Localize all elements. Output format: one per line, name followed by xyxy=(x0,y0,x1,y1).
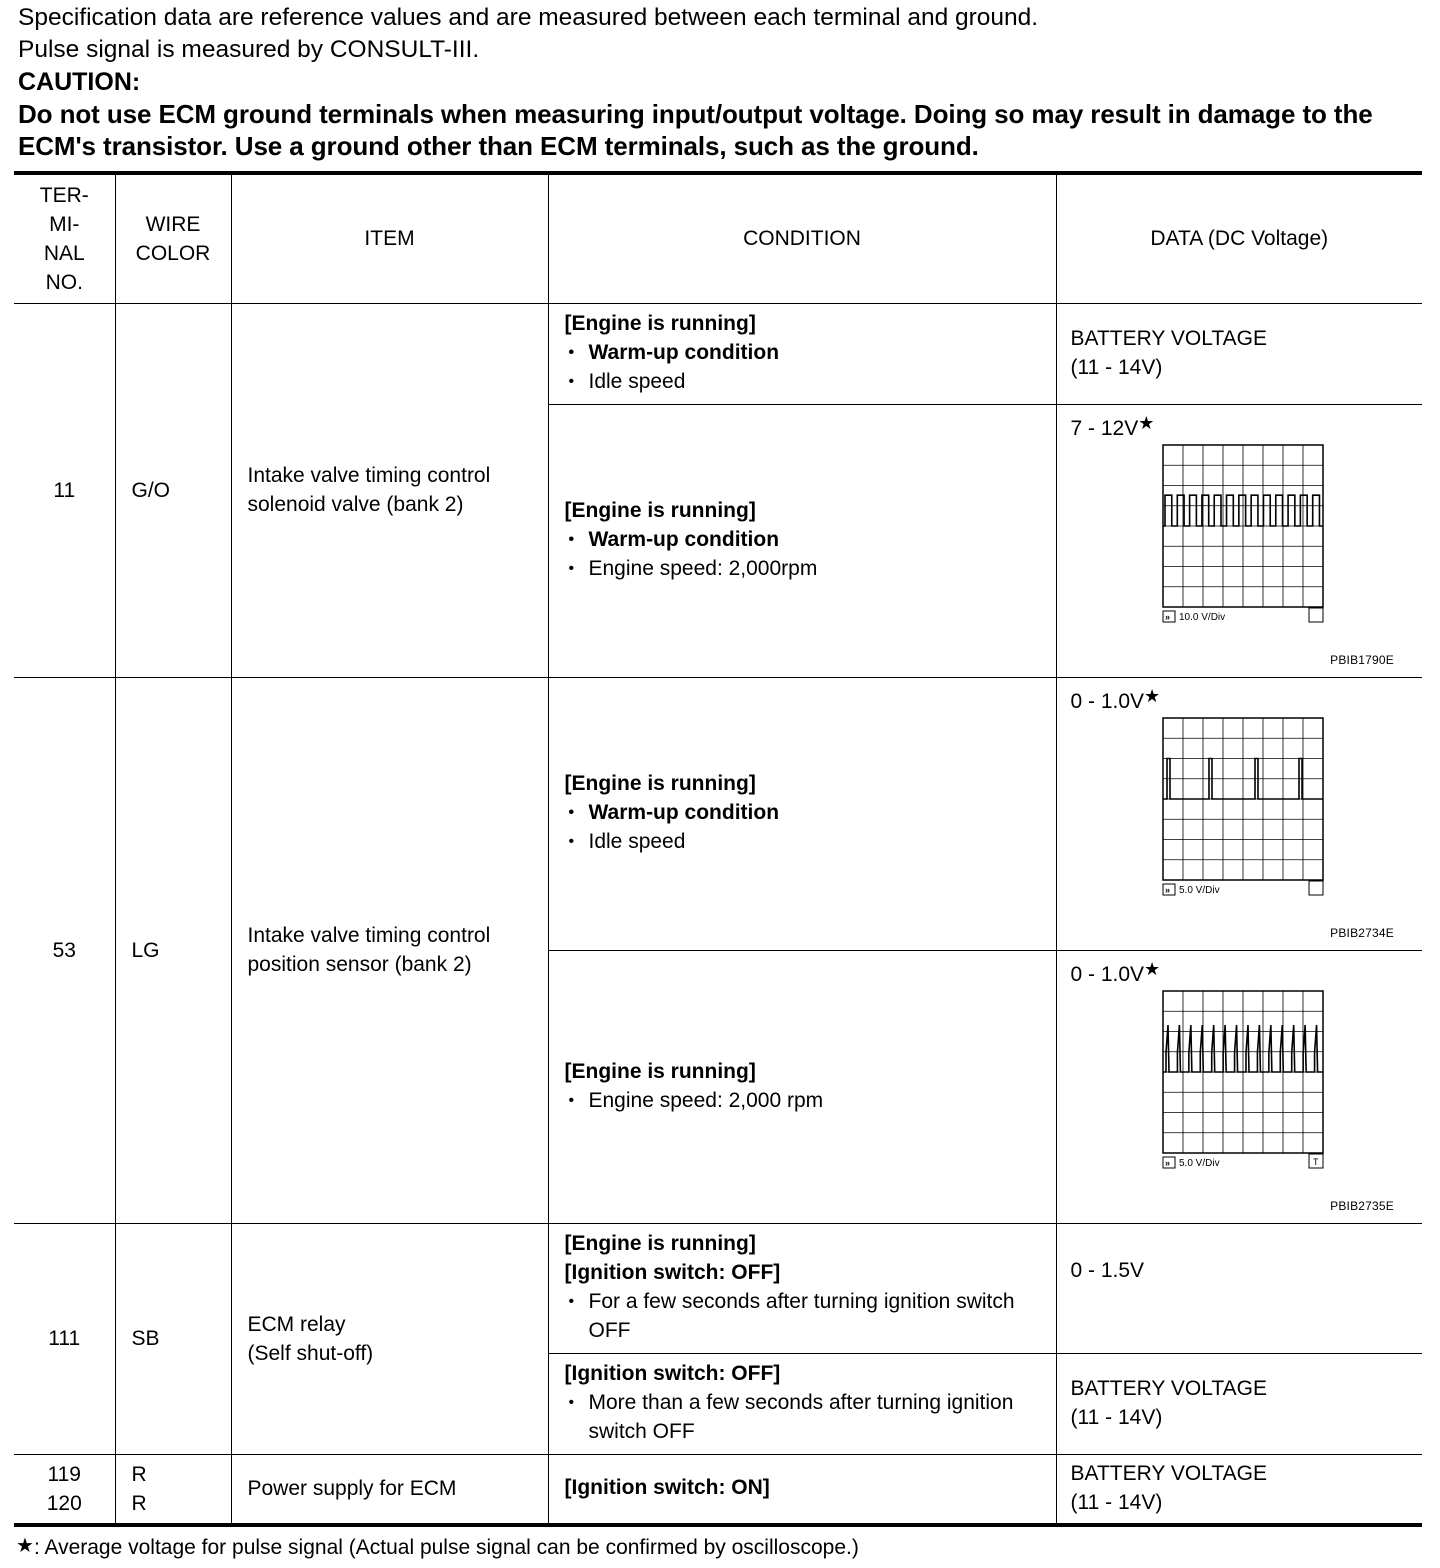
data-cell: BATTERY VOLTAGE (11 - 14V) xyxy=(1056,1353,1422,1454)
header-wire-color: WIRE COLOR xyxy=(115,173,231,303)
data-cell: BATTERY VOLTAGE (11 - 14V) xyxy=(1070,1461,1267,1514)
svg-text:5.0 V/Div: 5.0 V/Div xyxy=(1178,884,1220,896)
svg-text:5.0 V/Div: 5.0 V/Div xyxy=(1178,1157,1220,1169)
svg-text:»: » xyxy=(1164,884,1170,895)
wire-color: R R xyxy=(115,1454,231,1525)
terminal-table xyxy=(14,171,1422,1527)
figure-id: PBIB1790E xyxy=(1330,652,1394,667)
star-icon: ★ xyxy=(1144,958,1161,979)
footnote: ★: Average voltage for pulse signal (Actual pulse signal can be confirmed by oscilloscope.) xyxy=(16,1535,859,1559)
intro-line-1: Specification data are reference values and are measured between each terminal and ground. xyxy=(18,4,1039,31)
data-cell: 0 - 1.5V xyxy=(1056,1223,1422,1353)
data-cell: BATTERY VOLTAGE (11 - 14V) xyxy=(1056,303,1422,404)
svg-text:T: T xyxy=(1312,1156,1318,1167)
table-row xyxy=(14,1223,1422,1353)
item-cell: Power supply for ECM xyxy=(231,1454,548,1525)
terminal-number: 111 xyxy=(14,1223,115,1454)
header-item: ITEM xyxy=(231,173,548,303)
header-terminal: TER- MI- NAL NO. xyxy=(14,173,115,303)
item-cell: ECM relay (Self shut-off) xyxy=(231,1223,548,1454)
intro xyxy=(18,2,1426,162)
terminal-number: 11 xyxy=(14,303,115,677)
intro-line-2: Pulse signal is measured by CONSULT-III. xyxy=(18,36,480,63)
oscilloscope-waveform xyxy=(1157,443,1325,627)
condition-cell: [Engine is running] [Ignition switch: OFF] • For a few seconds after turning ignition switch OFF xyxy=(548,1223,1056,1353)
condition-cell: [Engine is running] • Warm-up condition • Engine speed: 2,000rpm xyxy=(548,404,1056,677)
wire-color: LG xyxy=(115,677,231,1223)
data-cell: 0 - 1.0V★ » 5.0 V/Div PBIB2734E xyxy=(1056,677,1422,950)
table-row xyxy=(14,1454,1422,1525)
table-row xyxy=(14,303,1422,404)
data-cell: 0 - 1.0V★ » 5.0 V/Div T PBIB2735E xyxy=(1056,950,1422,1223)
terminal-number: 53 xyxy=(14,677,115,1223)
svg-text:»: » xyxy=(1164,1157,1170,1168)
header-condition: CONDITION xyxy=(548,173,1056,303)
star-icon: ★ xyxy=(1138,412,1155,433)
star-icon: ★ xyxy=(16,1535,34,1557)
condition-cell: [Ignition switch: ON] xyxy=(548,1454,1056,1525)
condition-cell: [Engine is running] • Engine speed: 2,000 rpm xyxy=(548,950,1056,1223)
table-row xyxy=(14,677,1422,950)
star-icon: ★ xyxy=(1144,685,1161,706)
data-cell: 7 - 12V★ » 10.0 V/Div PBIB1790E xyxy=(1056,404,1422,677)
svg-text:»: » xyxy=(1164,611,1170,622)
oscilloscope-waveform xyxy=(1157,989,1325,1173)
oscilloscope-waveform xyxy=(1157,716,1325,900)
item-cell: Intake valve timing control solenoid valve (bank 2) xyxy=(231,303,548,677)
item-cell: Intake valve timing control position sensor (bank 2) xyxy=(231,677,548,1223)
figure-id: PBIB2735E xyxy=(1330,1198,1394,1213)
header-data: DATA (DC Voltage) xyxy=(1056,173,1422,303)
figure-id: PBIB2734E xyxy=(1330,925,1394,940)
wire-color: G/O xyxy=(115,303,231,677)
wire-color: SB xyxy=(115,1223,231,1454)
condition-cell: [Ignition switch: OFF] • More than a few seconds after turning ignition switch OFF xyxy=(548,1353,1056,1454)
table-header-row xyxy=(14,173,1422,303)
caution-label: CAUTION: xyxy=(18,68,141,96)
caution-text: Do not use ECM ground terminals when measuring input/output voltage. Doing so may result in damage to the ECM's transistor. Use a ground other than ECM terminals, such as the ground. xyxy=(18,99,1373,161)
terminal-number: 119 120 xyxy=(14,1454,115,1525)
condition-cell: [Engine is running] • Warm-up condition • Idle speed xyxy=(548,677,1056,950)
condition-cell: [Engine is running] • Warm-up condition • Idle speed xyxy=(548,303,1056,404)
svg-text:10.0 V/Div: 10.0 V/Div xyxy=(1178,611,1225,623)
